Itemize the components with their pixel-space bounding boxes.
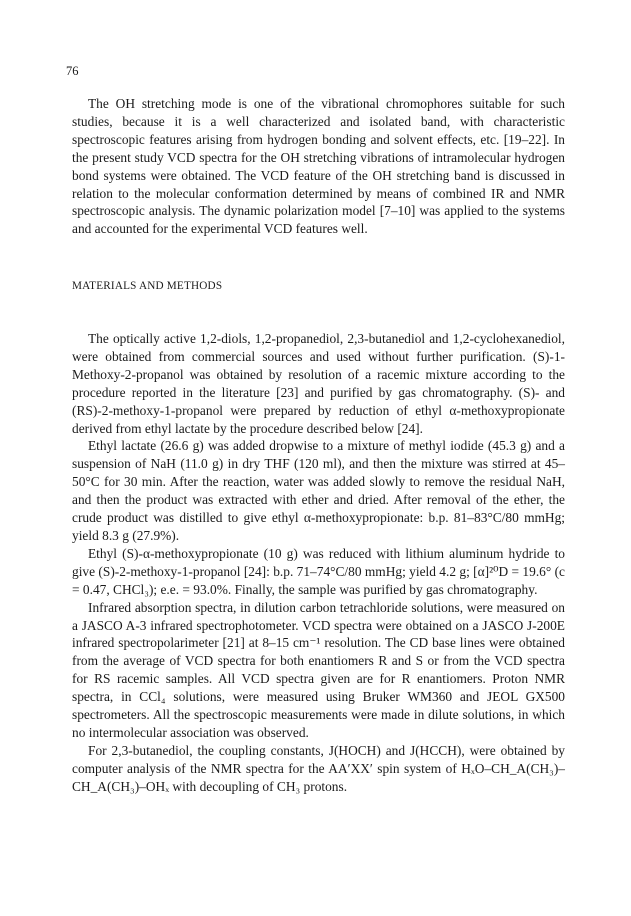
methods-paragraph-2: Ethyl lactate (26.6 g) was added dropwise to a mixture of methyl iodide (45.3 g) and a suspension of NaH (11.0 g) in dry THF (120 ml), and then the mixture was stirred at 45–50°C for 30 min. After the reaction, water was added slowly to remove the residual NaH, and then the product was extracted with ether and dried. After removal of the ether, the crude product was distilled to give ethyl α-methoxypropionate: b.p. 81–83°C/80 mmHg; yield 8.3 g (27.9%). [72,438,565,543]
methods-paragraph-1: The optically active 1,2-diols, 1,2-propanediol, 2,3-butanediol and 1,2-cyclohexanediol, were obtained from commercial sources and used without further purification. (S)-1-Methoxy-2-propanol was obtained by resolution of a racemic mixture according to the procedure reported in the literature [23] and purified by gas chromatography. (S)- and (RS)-2-methoxy-1-propanol were prepared by reduction of ethyl α-methoxypropionate derived from ethyl lactate by the procedure described below [24]. [72,331,565,436]
methods-paragraph-4: Infrared absorption spectra, in dilution carbon tetrachloride solutions, were measured on a JASCO A-3 infrared spectrophotometer. VCD spectra were obtained on a JASCO J-200E infrared spectropolarimeter [21] at 8–15 cm⁻¹ resolution. The CD base lines were obtained from the average of VCD spectra for both enantiomers R and S or from the VCD spectra for RS racemic samples. All VCD spectra given are for R enantiomers. Proton NMR spectra, in CCl₄ solutions, were measured using Bruker WM360 and JEOL GX500 spectrometers. All the spectroscopic measurements were made in dilute solutions, in which no intermolecular association was observed. [72,599,565,740]
methods-paragraph-3: Ethyl (S)-α-methoxypropionate (10 g) was reduced with lithium aluminum hydride to give (S)-2-methoxy-1-propanol [24]: b.p. 71–74°C/80 mmHg; yield 4.2 g; [α]²⁰D = 19.6° (c = 0.47, CHCl₃); e.e. = 93.0%. Finally, the sample was purified by gas chromatography. [72,545,565,597]
intro-section [72,95,565,238]
methods-paragraph-5: For 2,3-butanediol, the coupling constants, J(HOCH) and J(HCCH), were obtained by computer analysis of the NMR spectra for the AA′XX′ spin system of HₓO–CH_A(CH₃)–CH_A(CH₃)–OHₓ with decoupling of CH₃ protons. [72,742,565,794]
methods-section [72,330,565,796]
page-number: 76 [66,64,79,78]
section-heading: MATERIALS AND METHODS [72,280,223,292]
intro-paragraph: The OH stretching mode is one of the vibrational chromophores suitable for such studies, because it is a well characterized and isolated band, with characteristic spectroscopic features arising from hydrogen bonding and solvent effects, etc. [19–22]. In the present study VCD spectra for the OH stretching vibrations of intramolecular hydrogen bond systems were obtained. The VCD feature of the OH stretching band is discussed in relation to the molecular conformation determined by means of combined IR and NMR spectroscopic analysis. The dynamic polarization model [7–10] was applied to the systems and accounted for the experimental VCD features well. [72,96,565,237]
